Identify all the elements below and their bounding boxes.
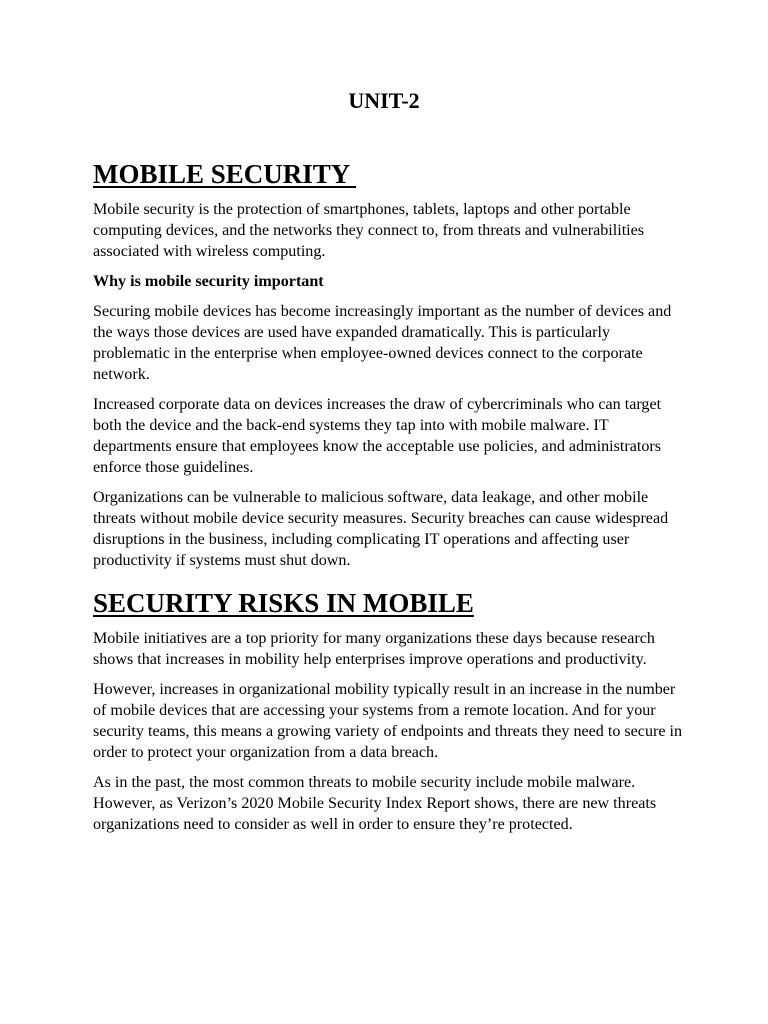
mobile-security-heading: MOBILE SECURITY <box>93 159 357 189</box>
mobile-security-intro: Mobile security is the protection of smartphones, tablets, laptops and other portable computing devices, and the networks they connect to, from threats and vulnerabilities associated with wireless computing. <box>93 201 645 260</box>
why-important-subheading: Why is mobile security important <box>93 273 324 290</box>
body-paragraph: Increased corporate data on devices increases the draw of cybercriminals who can target both the device and the back-end systems they tap into with mobile malware. IT departments ensure that employees know the acceptable use policies, and administrators enforce those guidelines. <box>93 396 662 476</box>
security-risks-heading: SECURITY RISKS IN MOBILE <box>93 588 474 618</box>
unit-title: UNIT-2 <box>348 88 420 113</box>
body-paragraph: Mobile initiatives are a top priority for many organizations these days because research shows that increases in mobility help enterprises improve operations and productivity. <box>93 630 655 668</box>
body-paragraph: However, increases in organizational mobility typically result in an increase in the number of mobile devices that are accessing your systems from a remote location. And for your security teams, this means a growing variety of endpoints and threats they need to secure in order to protect your organization from a data breach. <box>93 681 683 761</box>
body-paragraph: Securing mobile devices has become increasingly important as the number of devices and the ways those devices are used have expanded dramatically. This is particularly problematic in the enterprise when employee-owned devices connect to the corporate network. <box>93 303 672 383</box>
body-paragraph: Organizations can be vulnerable to malicious software, data leakage, and other mobile threats without mobile device security measures. Security breaches can cause widespread disruptions in the business, including complicating IT operations and affecting user productivity if systems must shut down. <box>93 489 669 569</box>
mobile-security-section <box>93 158 683 580</box>
security-risks-section <box>93 587 683 844</box>
body-paragraph: As in the past, the most common threats to mobile security include mobile malware. However, as Verizon’s 2020 Mobile Security Index Report shows, there are new threats organizations need to consider as well in order to ensure they’re protected. <box>93 774 657 833</box>
